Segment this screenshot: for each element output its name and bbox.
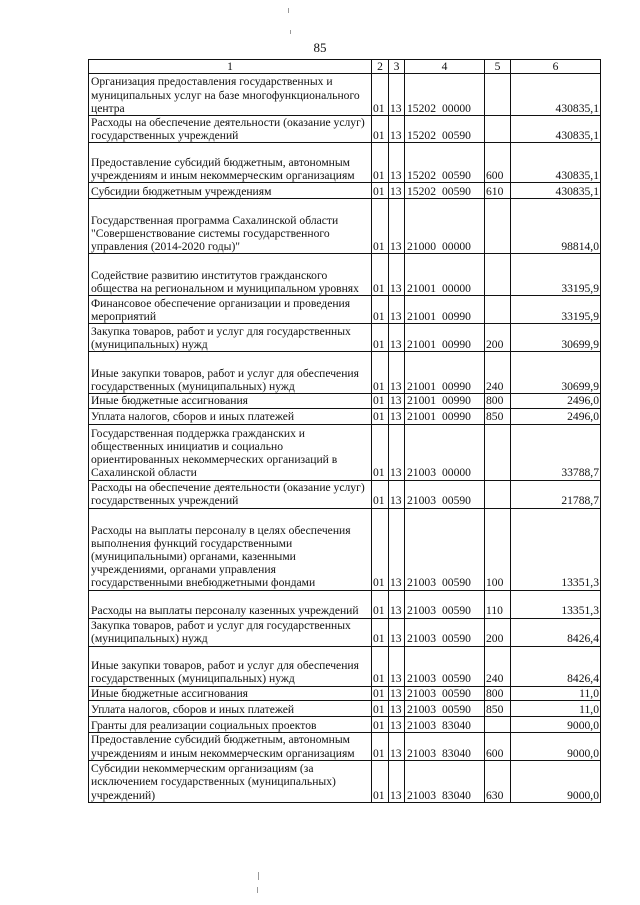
row-name-cell: Субсидии некоммерческим организациям (за исключением государственных (муниципальных) учреждений) — [89, 760, 372, 802]
subsection-code-cell: 13 — [389, 116, 405, 143]
expense-type-cell: 610 — [485, 183, 511, 199]
target-article-cell — [405, 74, 485, 116]
target-article-cell — [405, 646, 485, 686]
target-article-program: 21003 — [407, 604, 436, 618]
row-name-cell: Предоставление субсидий бюджетным, автономным учреждениям и иным некоммерческим организациям — [89, 143, 372, 183]
target-article-program: 21003 — [407, 718, 436, 732]
target-article-cell — [405, 143, 485, 183]
subsection-code-cell: 13 — [389, 352, 405, 394]
subsection-code-cell: 13 — [389, 732, 405, 760]
row-name-cell: Содействие развитию институтов гражданского общества на региональном и муниципальном уровнях — [89, 254, 372, 296]
expense-type-cell — [485, 116, 511, 143]
target-article-cell — [405, 618, 485, 646]
target-article-direction: 00590 — [441, 494, 471, 508]
row-name-cell: Государственная программа Сахалинской области "Совершенствование системы государственного управления (2014-2020 годы)" — [89, 199, 372, 254]
target-article-direction: 00000 — [441, 101, 471, 115]
target-article-cell — [405, 508, 485, 590]
amount-cell: 430835,1 — [511, 116, 601, 143]
row-name-cell: Иные закупки товаров, работ и услуг для обеспечения государственных (муниципальных) нужд — [89, 352, 372, 394]
section-code-cell: 01 — [372, 143, 389, 183]
table-row — [89, 183, 601, 199]
header-row — [89, 60, 601, 74]
expense-type-cell: 200 — [485, 618, 511, 646]
amount-cell: 9000,0 — [511, 732, 601, 760]
amount-cell: 21788,7 — [511, 480, 601, 508]
amount-cell: 8426,4 — [511, 618, 601, 646]
target-article-direction: 83040 — [441, 746, 471, 760]
expense-type-cell: 800 — [485, 686, 511, 700]
table-row — [89, 74, 601, 116]
scan-mark — [290, 30, 291, 34]
expense-type-cell: 800 — [485, 394, 511, 408]
target-article-direction: 00590 — [441, 129, 471, 143]
row-name-cell: Предоставление субсидий бюджетным, автономным учреждениям и иным некоммерческим организациям — [89, 732, 372, 760]
header-cell: 2 — [372, 60, 389, 74]
target-article-program: 15202 — [407, 185, 436, 199]
subsection-code-cell: 13 — [389, 74, 405, 116]
table-row — [89, 254, 601, 296]
target-article-cell — [405, 424, 485, 480]
target-article-direction: 00990 — [441, 380, 471, 394]
row-name-cell: Иные бюджетные ассигнования — [89, 686, 372, 700]
scan-mark — [288, 8, 289, 13]
target-article-program: 21003 — [407, 686, 436, 700]
target-article-cell — [405, 183, 485, 199]
header-cell: 1 — [89, 60, 372, 74]
target-article-program: 15202 — [407, 169, 436, 183]
target-article-cell — [405, 352, 485, 394]
expense-type-cell: 110 — [485, 590, 511, 618]
subsection-code-cell: 13 — [389, 686, 405, 700]
subsection-code-cell: 13 — [389, 394, 405, 408]
table-body — [89, 74, 601, 803]
target-article-direction: 00000 — [441, 282, 471, 296]
target-article-cell — [405, 480, 485, 508]
target-article-program: 21003 — [407, 494, 436, 508]
section-code-cell: 01 — [372, 716, 389, 732]
target-article-program: 21003 — [407, 576, 436, 590]
section-code-cell: 01 — [372, 199, 389, 254]
expense-type-cell: 100 — [485, 508, 511, 590]
amount-cell: 98814,0 — [511, 199, 601, 254]
row-name-cell: Расходы на выплаты персоналу казенных учреждений — [89, 590, 372, 618]
amount-cell: 11,0 — [511, 686, 601, 700]
target-article-cell — [405, 408, 485, 424]
target-article-direction: 00990 — [441, 338, 471, 352]
section-code-cell: 01 — [372, 590, 389, 618]
row-name-cell: Организация предоставления государственных и муниципальных услуг на базе многофункционального центра — [89, 74, 372, 116]
section-code-cell: 01 — [372, 646, 389, 686]
section-code-cell: 01 — [372, 324, 389, 352]
header-cell: 6 — [511, 60, 601, 74]
target-article-program: 21003 — [407, 672, 436, 686]
section-code-cell: 01 — [372, 116, 389, 143]
target-article-direction: 00590 — [441, 185, 471, 199]
row-name-cell: Расходы на выплаты персоналу в целях обеспечения выполнения функций государственными (муниципальными) органами, казенными учреждениями, органами управления государственными внебюджетными фондами — [89, 508, 372, 590]
target-article-direction: 00590 — [441, 604, 471, 618]
table-row — [89, 296, 601, 324]
target-article-direction: 00590 — [441, 702, 471, 716]
header-cell: 3 — [389, 60, 405, 74]
expense-type-cell: 200 — [485, 324, 511, 352]
target-article-program: 21001 — [407, 310, 436, 324]
budget-table — [88, 59, 601, 803]
amount-cell: 33788,7 — [511, 424, 601, 480]
section-code-cell: 01 — [372, 760, 389, 802]
amount-cell: 9000,0 — [511, 716, 601, 732]
target-article-program: 21003 — [407, 632, 436, 646]
table-row — [89, 700, 601, 716]
row-name-cell: Уплата налогов, сборов и иных платежей — [89, 700, 372, 716]
expense-type-cell: 850 — [485, 700, 511, 716]
table-row — [89, 324, 601, 352]
subsection-code-cell: 13 — [389, 646, 405, 686]
table-row — [89, 408, 601, 424]
section-code-cell: 01 — [372, 408, 389, 424]
table-row — [89, 480, 601, 508]
target-article-direction: 00990 — [441, 410, 471, 424]
row-name-cell: Субсидии бюджетным учреждениям — [89, 183, 372, 199]
amount-cell: 13351,3 — [511, 508, 601, 590]
target-article-direction: 00990 — [441, 394, 471, 408]
section-code-cell: 01 — [372, 394, 389, 408]
expense-type-cell — [485, 480, 511, 508]
target-article-cell — [405, 116, 485, 143]
table-row — [89, 760, 601, 802]
section-code-cell: 01 — [372, 508, 389, 590]
subsection-code-cell: 13 — [389, 760, 405, 802]
subsection-code-cell: 13 — [389, 590, 405, 618]
subsection-code-cell: 13 — [389, 700, 405, 716]
target-article-direction: 83040 — [441, 788, 471, 802]
subsection-code-cell: 13 — [389, 199, 405, 254]
table-row — [89, 618, 601, 646]
expense-type-cell — [485, 254, 511, 296]
table-row — [89, 590, 601, 618]
target-article-program: 21000 — [407, 240, 436, 254]
expense-type-cell: 850 — [485, 408, 511, 424]
subsection-code-cell: 13 — [389, 618, 405, 646]
table-row — [89, 686, 601, 700]
amount-cell: 2496,0 — [511, 394, 601, 408]
amount-cell: 11,0 — [511, 700, 601, 716]
table-row — [89, 352, 601, 394]
table-row — [89, 394, 601, 408]
section-code-cell: 01 — [372, 424, 389, 480]
row-name-cell: Финансовое обеспечение организации и проведения мероприятий — [89, 296, 372, 324]
row-name-cell: Расходы на обеспечение деятельности (оказание услуг) государственных учреждений — [89, 480, 372, 508]
target-article-program: 21003 — [407, 788, 436, 802]
section-code-cell: 01 — [372, 296, 389, 324]
target-article-cell — [405, 686, 485, 700]
table-row — [89, 732, 601, 760]
target-article-direction: 00590 — [441, 632, 471, 646]
target-article-direction: 00590 — [441, 672, 471, 686]
target-article-program: 21003 — [407, 466, 436, 480]
subsection-code-cell: 13 — [389, 183, 405, 199]
table-row — [89, 143, 601, 183]
target-article-direction: 00590 — [441, 169, 471, 183]
expense-type-cell — [485, 424, 511, 480]
target-article-program: 21001 — [407, 282, 436, 296]
scan-mark — [257, 887, 258, 893]
amount-cell: 430835,1 — [511, 183, 601, 199]
subsection-code-cell: 13 — [389, 408, 405, 424]
target-article-cell — [405, 590, 485, 618]
row-name-cell: Расходы на обеспечение деятельности (оказание услуг) государственных учреждений — [89, 116, 372, 143]
target-article-program: 21001 — [407, 394, 436, 408]
scan-mark — [258, 872, 259, 880]
row-name-cell: Уплата налогов, сборов и иных платежей — [89, 408, 372, 424]
header-cell: 5 — [485, 60, 511, 74]
row-name-cell: Закупка товаров, работ и услуг для государственных (муниципальных) нужд — [89, 324, 372, 352]
amount-cell: 13351,3 — [511, 590, 601, 618]
table-row — [89, 716, 601, 732]
table-row — [89, 424, 601, 480]
section-code-cell: 01 — [372, 183, 389, 199]
target-article-cell — [405, 700, 485, 716]
subsection-code-cell: 13 — [389, 480, 405, 508]
row-name-cell: Гранты для реализации социальных проектов — [89, 716, 372, 732]
target-article-cell — [405, 716, 485, 732]
expense-type-cell: 240 — [485, 352, 511, 394]
target-article-program: 21001 — [407, 338, 436, 352]
table-row — [89, 199, 601, 254]
table-row — [89, 116, 601, 143]
target-article-program: 15202 — [407, 101, 436, 115]
section-code-cell: 01 — [372, 700, 389, 716]
expense-type-cell: 240 — [485, 646, 511, 686]
subsection-code-cell: 13 — [389, 296, 405, 324]
amount-cell: 30699,9 — [511, 352, 601, 394]
row-name-cell: Государственная поддержка гражданских и общественных инициатив и социально ориентированных некоммерческих организаций в Сахалинской области — [89, 424, 372, 480]
section-code-cell: 01 — [372, 618, 389, 646]
target-article-direction: 00590 — [441, 576, 471, 590]
amount-cell: 8426,4 — [511, 646, 601, 686]
header-cell: 4 — [405, 60, 485, 74]
target-article-direction: 00990 — [441, 310, 471, 324]
section-code-cell: 01 — [372, 352, 389, 394]
expense-type-cell: 600 — [485, 732, 511, 760]
target-article-cell — [405, 296, 485, 324]
expense-type-cell — [485, 296, 511, 324]
section-code-cell: 01 — [372, 254, 389, 296]
target-article-direction: 00590 — [441, 686, 471, 700]
table-row — [89, 646, 601, 686]
target-article-direction: 00000 — [441, 240, 471, 254]
section-code-cell: 01 — [372, 732, 389, 760]
target-article-program: 21001 — [407, 410, 436, 424]
amount-cell: 30699,9 — [511, 324, 601, 352]
amount-cell: 33195,9 — [511, 296, 601, 324]
amount-cell: 2496,0 — [511, 408, 601, 424]
subsection-code-cell: 13 — [389, 424, 405, 480]
target-article-direction: 00000 — [441, 466, 471, 480]
expense-type-cell — [485, 74, 511, 116]
target-article-cell — [405, 394, 485, 408]
section-code-cell: 01 — [372, 480, 389, 508]
row-name-cell: Иные бюджетные ассигнования — [89, 394, 372, 408]
section-code-cell: 01 — [372, 686, 389, 700]
target-article-direction: 83040 — [441, 718, 471, 732]
target-article-cell — [405, 254, 485, 296]
table-row — [89, 508, 601, 590]
amount-cell: 430835,1 — [511, 143, 601, 183]
amount-cell: 430835,1 — [511, 74, 601, 116]
target-article-program: 21003 — [407, 702, 436, 716]
target-article-program: 21001 — [407, 380, 436, 394]
subsection-code-cell: 13 — [389, 716, 405, 732]
page-number: 85 — [313, 40, 327, 55]
target-article-cell — [405, 199, 485, 254]
subsection-code-cell: 13 — [389, 508, 405, 590]
row-name-cell: Иные закупки товаров, работ и услуг для обеспечения государственных (муниципальных) нужд — [89, 646, 372, 686]
target-article-cell — [405, 732, 485, 760]
target-article-program: 15202 — [407, 129, 436, 143]
expense-type-cell: 600 — [485, 143, 511, 183]
subsection-code-cell: 13 — [389, 254, 405, 296]
section-code-cell: 01 — [372, 74, 389, 116]
subsection-code-cell: 13 — [389, 143, 405, 183]
expense-type-cell: 630 — [485, 760, 511, 802]
amount-cell: 9000,0 — [511, 760, 601, 802]
target-article-program: 21003 — [407, 746, 436, 760]
expense-type-cell — [485, 716, 511, 732]
target-article-cell — [405, 324, 485, 352]
expense-type-cell — [485, 199, 511, 254]
amount-cell: 33195,9 — [511, 254, 601, 296]
target-article-cell — [405, 760, 485, 802]
row-name-cell: Закупка товаров, работ и услуг для государственных (муниципальных) нужд — [89, 618, 372, 646]
subsection-code-cell: 13 — [389, 324, 405, 352]
